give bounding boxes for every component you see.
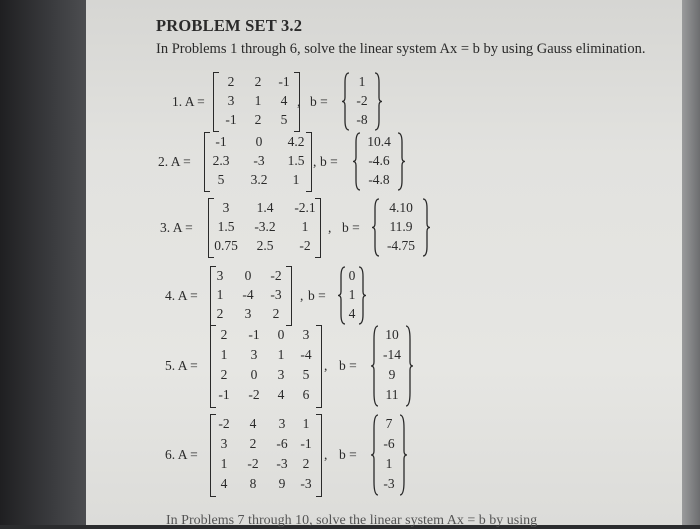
matrix-cell: 1.5: [287, 153, 305, 168]
vector-b: [341, 72, 383, 133]
matrix-cell: 6: [302, 387, 310, 402]
matrix-cell: 1: [254, 93, 262, 108]
vector-b: [337, 266, 367, 327]
matrix-cell: 9: [278, 476, 286, 491]
comma-separator: ,: [297, 93, 301, 109]
vector-cell: 10: [385, 327, 399, 342]
textbook-page: [86, 0, 682, 528]
matrix-cell: 3: [227, 93, 235, 108]
vector-b-label: b =: [342, 219, 360, 235]
matrix-cell: -3: [270, 287, 282, 302]
matrix-cell: 4: [249, 416, 257, 431]
problem-label: 6. A =: [165, 447, 198, 462]
vector-cell: -4.8: [368, 172, 390, 187]
problem-4: [86, 266, 682, 327]
matrix-cell: 5: [217, 172, 225, 187]
matrix-cell: 0: [277, 327, 285, 342]
matrix-cell: -3: [276, 456, 288, 471]
matrix-cell: -1: [300, 436, 312, 451]
vector-b-label: b =: [308, 287, 326, 303]
matrix-cell: 1: [302, 416, 310, 431]
matrix-cell: 2: [227, 74, 235, 89]
vector-cell: 4.10: [389, 200, 413, 215]
matrix-cell: -1: [215, 134, 227, 149]
vector-cell: -4.75: [386, 238, 416, 253]
matrix-cell: -2: [270, 268, 282, 283]
matrix-cell: 2: [220, 327, 228, 342]
page-title: PROBLEM SET 3.2: [156, 16, 303, 35]
vector-cell: 9: [388, 367, 396, 382]
problem-label: 4. A =: [165, 287, 198, 303]
vector-b: [370, 414, 408, 498]
vector-cell: -2: [356, 93, 368, 108]
matrix-cell: 1: [301, 219, 309, 234]
comma-separator: ,: [324, 447, 328, 462]
vector-cell: -8: [356, 112, 368, 127]
vector-cell: 11.9: [389, 219, 413, 234]
matrix-cell: 2: [216, 306, 224, 321]
vector-cell: -6: [383, 436, 395, 451]
matrix-cell: 3: [302, 327, 310, 342]
vector-cell: -3: [383, 476, 395, 491]
vector-cell: 1: [358, 74, 366, 89]
problem-label: 1. A =: [172, 93, 205, 109]
problem-label: 2. A =: [158, 153, 191, 169]
matrix-cell: -1: [225, 112, 237, 127]
matrix-cell: 3: [277, 367, 285, 382]
matrix-cell: -4: [300, 347, 312, 362]
matrix-cell: 2.5: [256, 238, 274, 253]
problem-1: [86, 72, 682, 133]
matrix-cell: 1.4: [256, 200, 274, 215]
matrix-cell: 1.5: [217, 219, 235, 234]
matrix-cell: 4: [280, 93, 288, 108]
matrix-cell: 0: [244, 268, 252, 283]
matrix-a: [204, 132, 312, 193]
matrix-cell: 1: [216, 287, 224, 302]
matrix-cell: 1: [277, 347, 285, 362]
matrix-cell: 1: [292, 172, 300, 187]
vector-cell: 10.4: [367, 134, 391, 149]
right-brace: [423, 198, 431, 257]
problem-3: [86, 198, 682, 259]
matrix-cell: 4: [277, 387, 285, 402]
matrix-cell: -2: [248, 387, 260, 402]
matrix-cell: 4.2: [287, 134, 305, 149]
matrix-cell: -1: [278, 74, 290, 89]
matrix-cell: 2: [302, 456, 310, 471]
problem-6: [86, 414, 682, 498]
vector-b: [370, 325, 414, 409]
matrix-cell: 0: [250, 367, 258, 382]
vector-cell: 1: [385, 456, 393, 471]
matrix-cell: -3: [253, 153, 265, 168]
matrix-cell: 3: [216, 268, 224, 283]
problem-2: [86, 132, 682, 193]
left-brace: [371, 198, 379, 257]
matrix-cell: 2.3: [212, 153, 230, 168]
desk-background-right: [682, 0, 700, 525]
matrix-cell: -3: [300, 476, 312, 491]
matrix-cell: 3: [244, 306, 252, 321]
matrix-cell: -1: [248, 327, 260, 342]
vector-cell: -14: [383, 347, 401, 362]
comma-separator: ,: [313, 153, 317, 169]
problem-label: 5. A =: [165, 358, 198, 373]
problem-instructions: In Problems 1 through 6, solve the linear system Ax = b by using Gauss elimination.: [156, 41, 646, 57]
desk-background-left: [0, 0, 86, 525]
matrix-cell: 3: [278, 416, 286, 431]
matrix-cell: 5: [302, 367, 310, 382]
problem-5: [86, 325, 682, 409]
matrix-a: [210, 414, 322, 498]
matrix-cell: 1: [220, 347, 228, 362]
matrix-cell: 5: [280, 112, 288, 127]
matrix-cell: 0: [255, 134, 263, 149]
matrix-cell: -2: [218, 416, 230, 431]
matrix-cell: 3: [250, 347, 258, 362]
comma-separator: ,: [300, 287, 304, 303]
matrix-cell: 2: [254, 74, 262, 89]
comma-separator: ,: [328, 219, 332, 235]
matrix-a: [208, 198, 321, 259]
vector-cell: 7: [385, 416, 393, 431]
comma-separator: ,: [324, 358, 328, 373]
vector-b-label: b =: [339, 358, 357, 373]
matrix-cell: -1: [218, 387, 230, 402]
matrix-cell: 3: [220, 436, 228, 451]
matrix-a: [210, 325, 322, 409]
vector-cell: 4: [348, 306, 356, 321]
matrix-cell: 1: [220, 456, 228, 471]
matrix-cell: 2: [249, 436, 257, 451]
matrix-cell: 2: [272, 306, 280, 321]
matrix-cell: -2: [299, 238, 311, 253]
matrix-cell: 2: [254, 112, 262, 127]
matrix-cell: 4: [220, 476, 228, 491]
matrix-cell: -2.1: [294, 200, 316, 215]
vector-b: [352, 132, 406, 193]
matrix-cell: -2: [247, 456, 259, 471]
matrix-cell: 3.2: [250, 172, 268, 187]
problem-label: 3. A =: [160, 219, 193, 235]
next-instructions-fragment: In Problems 7 through 10, solve the linear system Ax = b by using: [166, 513, 538, 528]
right-brace: [398, 132, 406, 191]
vector-b-label: b =: [320, 153, 338, 169]
matrix-cell: 0.75: [214, 238, 238, 253]
matrix-a: [210, 266, 292, 327]
matrix-a: [213, 72, 300, 133]
vector-cell: 0: [348, 268, 356, 283]
vector-cell: 11: [385, 387, 399, 402]
matrix-cell: 8: [249, 476, 257, 491]
matrix-cell: 2: [220, 367, 228, 382]
matrix-cell: -4: [242, 287, 254, 302]
vector-b-label: b =: [310, 93, 328, 109]
vector-cell: -4.6: [368, 153, 390, 168]
vector-cell: 1: [348, 287, 356, 302]
matrix-cell: -6: [276, 436, 288, 451]
vector-b: [371, 198, 431, 259]
matrix-cell: 3: [222, 200, 230, 215]
vector-b-label: b =: [339, 447, 357, 462]
matrix-cell: -3.2: [254, 219, 276, 234]
